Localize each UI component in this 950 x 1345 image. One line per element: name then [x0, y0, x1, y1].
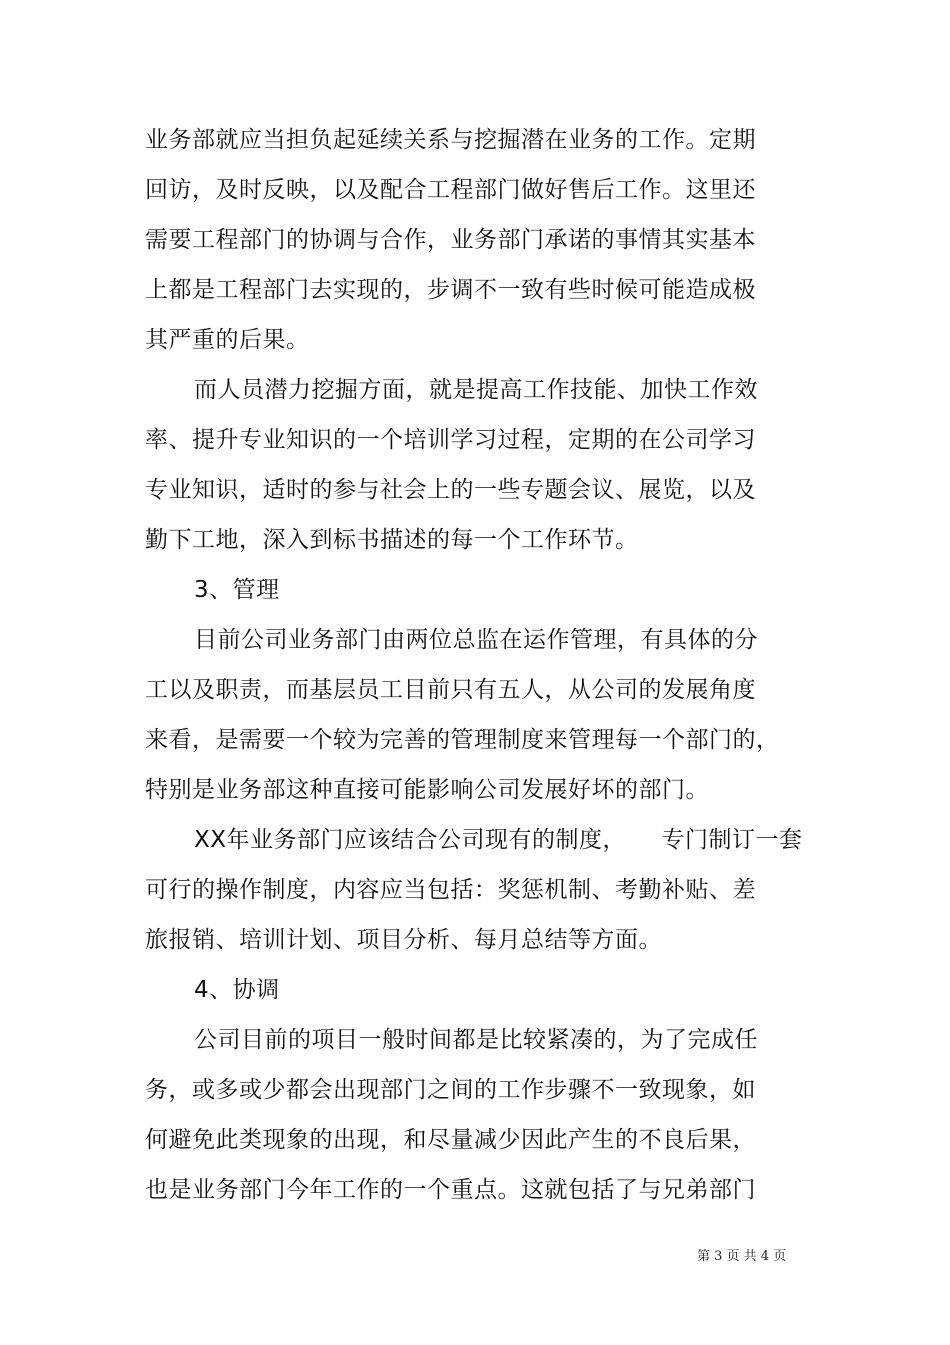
body-line: 务，或多或少都会出现部门之间的工作步骤不一致现象，如 [145, 1077, 756, 1103]
body-line: 可行的操作制度，内容应当包括：奖惩机制、考勤补贴、差 [145, 877, 756, 903]
body-line: 来看，是需要一个较为完善的管理制度来管理每一个部门的， [145, 727, 780, 753]
body-line: 其严重的后果。 [145, 327, 310, 353]
page-number: 第 3 页 共 4 页 [697, 1249, 787, 1264]
body-line: 专业知识，适时的参与社会上的一些专题会议、展览，以及 [145, 477, 756, 503]
body-line: 业务部就应当担负起延续关系与挖掘潜在业务的工作。定期 [145, 127, 756, 153]
body-line: 需要工程部门的协调与合作，业务部门承诺的事情其实基本 [145, 227, 756, 253]
body-line: 何避免此类现象的出现，和尽量减少因此产生的不良后果， [145, 1127, 756, 1153]
body-line: 旅报销、培训计划、项目分析、每月总结等方面。 [145, 927, 662, 953]
paragraph-first-line: XX年业务部门应该结合公司现有的制度， 专门制订一套 [194, 827, 803, 853]
body-line: 回访，及时反映，以及配合工程部门做好售后工作。这里还 [145, 177, 756, 203]
body-line: 特别是业务部这种直接可能影响公司发展好坏的部门。 [145, 777, 709, 803]
paragraph-first-line: 公司目前的项目一般时间都是比较紧凑的，为了完成任 [194, 1027, 758, 1053]
section-heading: 3、管理 [194, 577, 280, 603]
body-line: 工以及职责，而基层员工目前只有五人，从公司的发展角度 [145, 677, 756, 703]
body-line: 也是业务部门今年工作的一个重点。这就包括了与兄弟部门 [145, 1177, 756, 1203]
body-line: 勤下工地，深入到标书描述的每一个工作环节。 [145, 527, 639, 553]
paragraph-first-line: 目前公司业务部门由两位总监在运作管理，有具体的分 [194, 627, 758, 653]
body-line: 上都是工程部门去实现的，步调不一致有些时候可能造成极 [145, 277, 756, 303]
body-line: 率、提升专业知识的一个培训学习过程，定期的在公司学习 [145, 427, 756, 453]
section-heading: 4、协调 [194, 977, 280, 1003]
paragraph-first-line: 而人员潜力挖掘方面，就是提高工作技能、加快工作效 [194, 377, 758, 403]
